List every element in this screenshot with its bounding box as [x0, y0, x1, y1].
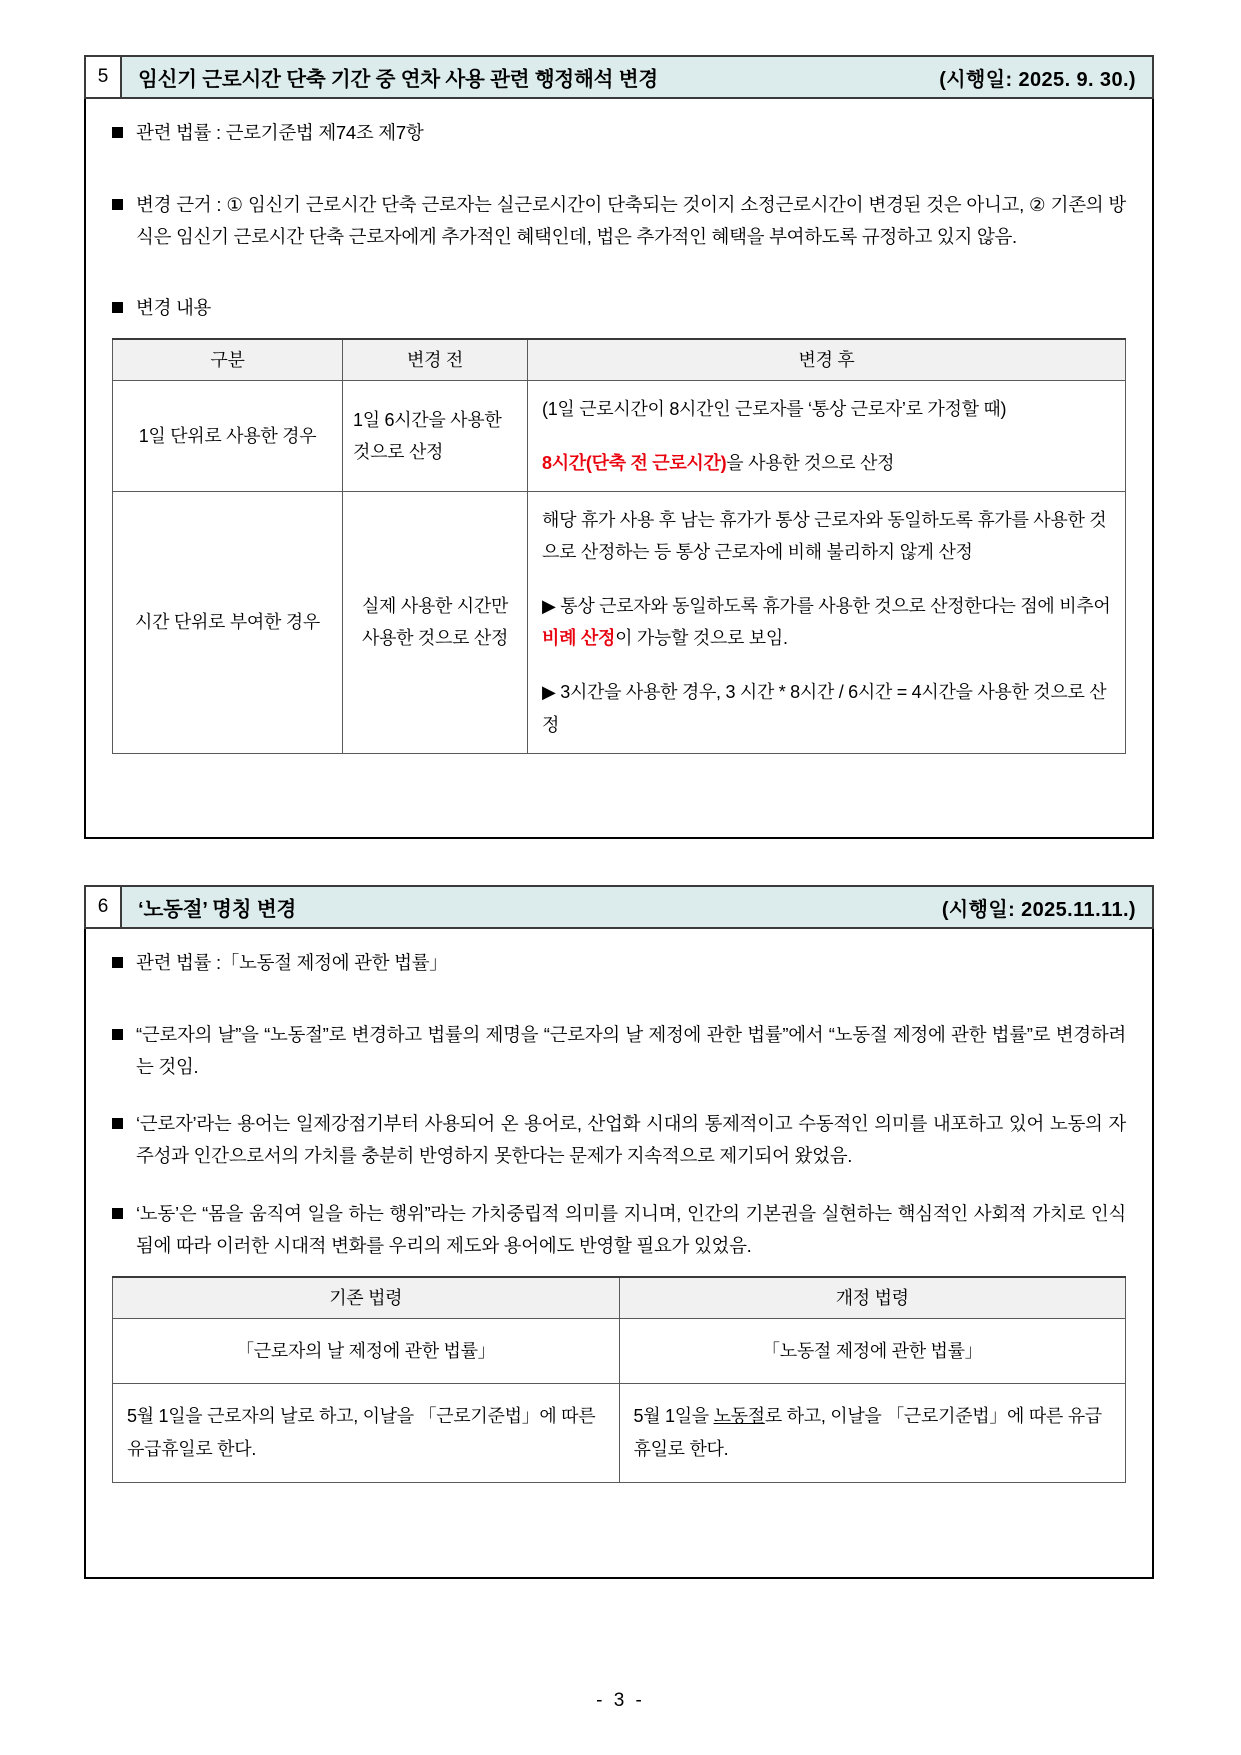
section-6-effective-date: (시행일: 2025.11.11.): [941, 898, 1136, 921]
section-6-body: [84, 929, 1154, 1579]
cell-hourly-after: [528, 492, 1126, 753]
table-header-cell-category: 구분: [113, 339, 343, 381]
cell-daily-after: [528, 381, 1126, 492]
cell-hourly-after-para2-pre: ▶ 통상 근로자와 동일하도록 휴가를 사용한 것으로 산정한다는 점에 비추어: [542, 596, 1111, 617]
section-5-header: [84, 55, 1154, 99]
cell-revised-law-body-post: 로 하고, 이날을 「근로기준법」에 따른 유급휴일로 한다.: [633, 1405, 1102, 1460]
section-5-titlebar: [122, 57, 1152, 97]
section-6-bullet-rename-text: “근로자의 날”을 “노동절”로 변경하고 법률의 제명을 “근로자의 날 제정에 관한 법률”에서 “노동절 제정에 관한 법률”로 변경하려는 것임.: [136, 1023, 1126, 1077]
section-5: [84, 55, 1154, 839]
cell-daily-after-highlight: 8시간(단축 전 근로시간): [542, 453, 727, 474]
section-6-bullet-rename: [112, 1019, 1126, 1083]
section-6-header: [84, 885, 1154, 929]
cell-existing-law-body: 5월 1일을 근로자의 날로 하고, 이날을 「근로기준법」에 따른 유급휴일로 한다.: [113, 1383, 620, 1483]
square-bullet-icon: [112, 1118, 123, 1129]
spacer: [542, 568, 1111, 590]
cell-daily-category: 1일 단위로 사용한 경우: [113, 381, 343, 492]
square-bullet-icon: [112, 1208, 123, 1219]
cell-hourly-after-para2-post: 이 가능할 것으로 보임.: [615, 628, 788, 649]
section-5-bullet-content-text: 변경 내용: [136, 297, 212, 319]
section-6: [84, 885, 1154, 1579]
cell-existing-law-title: 「근로자의 날 제정에 관한 법률」: [113, 1318, 620, 1383]
cell-daily-before: 1일 6시간을 사용한 것으로 산정: [343, 381, 528, 492]
page-number: - 3 -: [596, 1690, 645, 1711]
section-5-body: [84, 99, 1154, 839]
table-row: [113, 381, 1126, 492]
table-row: [113, 492, 1126, 753]
cell-revised-law-body: [619, 1383, 1126, 1483]
table-header-row: [113, 1277, 1126, 1319]
cell-daily-after-rest: 을 사용한 것으로 산정: [726, 453, 895, 474]
section-5-bullet-law-text: 관련 법률 : 근로기준법 제74조 제7항: [136, 122, 424, 143]
section-6-bullet-law: [112, 947, 1126, 979]
cell-daily-after-line1: (1일 근로시간이 8시간인 근로자를 ‘통상 근로자’로 가정할 때): [542, 399, 1007, 420]
section-6-bullet-nodong-meaning-text: ‘노동’은 “몸을 움직여 일을 하는 행위”라는 가치중립적 의미를 지니며, 인간의 기본권을 실현하는 핵심적인 사회적 가치로 인식됨에 따라 이러한 시대적 변화를 우리의 제도와 용어에도 반영할 필요가 있었음.: [136, 1203, 1126, 1256]
table-header-cell-revised-law: 개정 법령: [619, 1277, 1126, 1319]
square-bullet-icon: [112, 1029, 123, 1040]
section-5-bullet-basis: [112, 189, 1126, 253]
table-header-cell-existing-law: 기존 법령: [113, 1277, 620, 1319]
square-bullet-icon: [112, 127, 123, 138]
cell-hourly-after-highlight: 비례 산정: [542, 628, 616, 649]
change-comparison-table: [112, 338, 1126, 753]
section-6-number: 6: [86, 887, 122, 927]
section-6-bullet-law-text: 관련 법률 :「노동절 제정에 관한 법률」: [136, 952, 448, 973]
cell-hourly-after-para3: ▶ 3시간을 사용한 경우, 3 시간 * 8시간 / 6시간 = 4시간을 사용한 것으로 산정: [542, 682, 1107, 735]
section-5-bullet-content: [112, 292, 1126, 324]
table-header-cell-after: 변경 후: [528, 339, 1126, 381]
section-5-effective-date: (시행일: 2025. 9. 30.): [939, 68, 1136, 91]
cell-revised-law-title: 「노동절 제정에 관한 법률」: [619, 1318, 1126, 1383]
section-5-title: 임신기 근로시간 단축 기간 중 연차 사용 관련 행정해석 변경: [138, 68, 658, 91]
page-footer: [0, 1690, 1241, 1712]
cell-revised-law-body-underlined: 노동절: [713, 1405, 765, 1426]
section-6-bullet-term-history: [112, 1108, 1126, 1172]
section-6-title: ‘노동절’ 명칭 변경: [138, 898, 297, 921]
section-5-bullet-basis-text: 변경 근거 : ① 임신기 근로시간 단축 근로자는 실근로시간이 단축되는 것이지 소정근로시간이 변경된 것은 아니고, ② 기존의 방식은 임신기 근로시간 단축 근로자에게 추가적인 혜택인데, 법은 추가적인 혜택을 부여하도록 규정하고 있지 않음.: [136, 193, 1126, 247]
cell-hourly-after-para1: 해당 휴가 사용 후 남는 휴가가 통상 근로자와 동일하도록 휴가를 사용한 것으로 산정하는 등 통상 근로자에 비해 불리하지 않게 산정: [542, 510, 1107, 563]
spacer: [542, 425, 1111, 447]
law-comparison-table: [112, 1276, 1126, 1484]
section-6-titlebar: [122, 887, 1152, 927]
square-bullet-icon: [112, 302, 123, 313]
cell-revised-law-body-pre: 5월 1일을: [633, 1405, 714, 1426]
cell-hourly-before: 실제 사용한 시간만 사용한 것으로 산정: [343, 492, 528, 753]
spacer: [542, 654, 1111, 676]
table-header-cell-before: 변경 전: [343, 339, 528, 381]
section-6-bullet-nodong-meaning: [112, 1198, 1126, 1262]
section-5-bullet-law: [112, 117, 1126, 149]
section-5-number: 5: [86, 57, 122, 97]
square-bullet-icon: [112, 199, 123, 210]
section-6-bullet-term-history-text: ‘근로자’라는 용어는 일제강점기부터 사용되어 온 용어로, 산업화 시대의 통제적이고 수동적인 의미를 내포하고 있어 노동의 자주성과 인간으로서의 가치를 충분히 반영하지 못한다는 문제가 지속적으로 제기되어 왔었음.: [136, 1113, 1126, 1167]
cell-hourly-category: 시간 단위로 부여한 경우: [113, 492, 343, 753]
square-bullet-icon: [112, 957, 123, 968]
table-row: [113, 1318, 1126, 1383]
table-row: [113, 1383, 1126, 1483]
table-header-row: [113, 339, 1126, 381]
